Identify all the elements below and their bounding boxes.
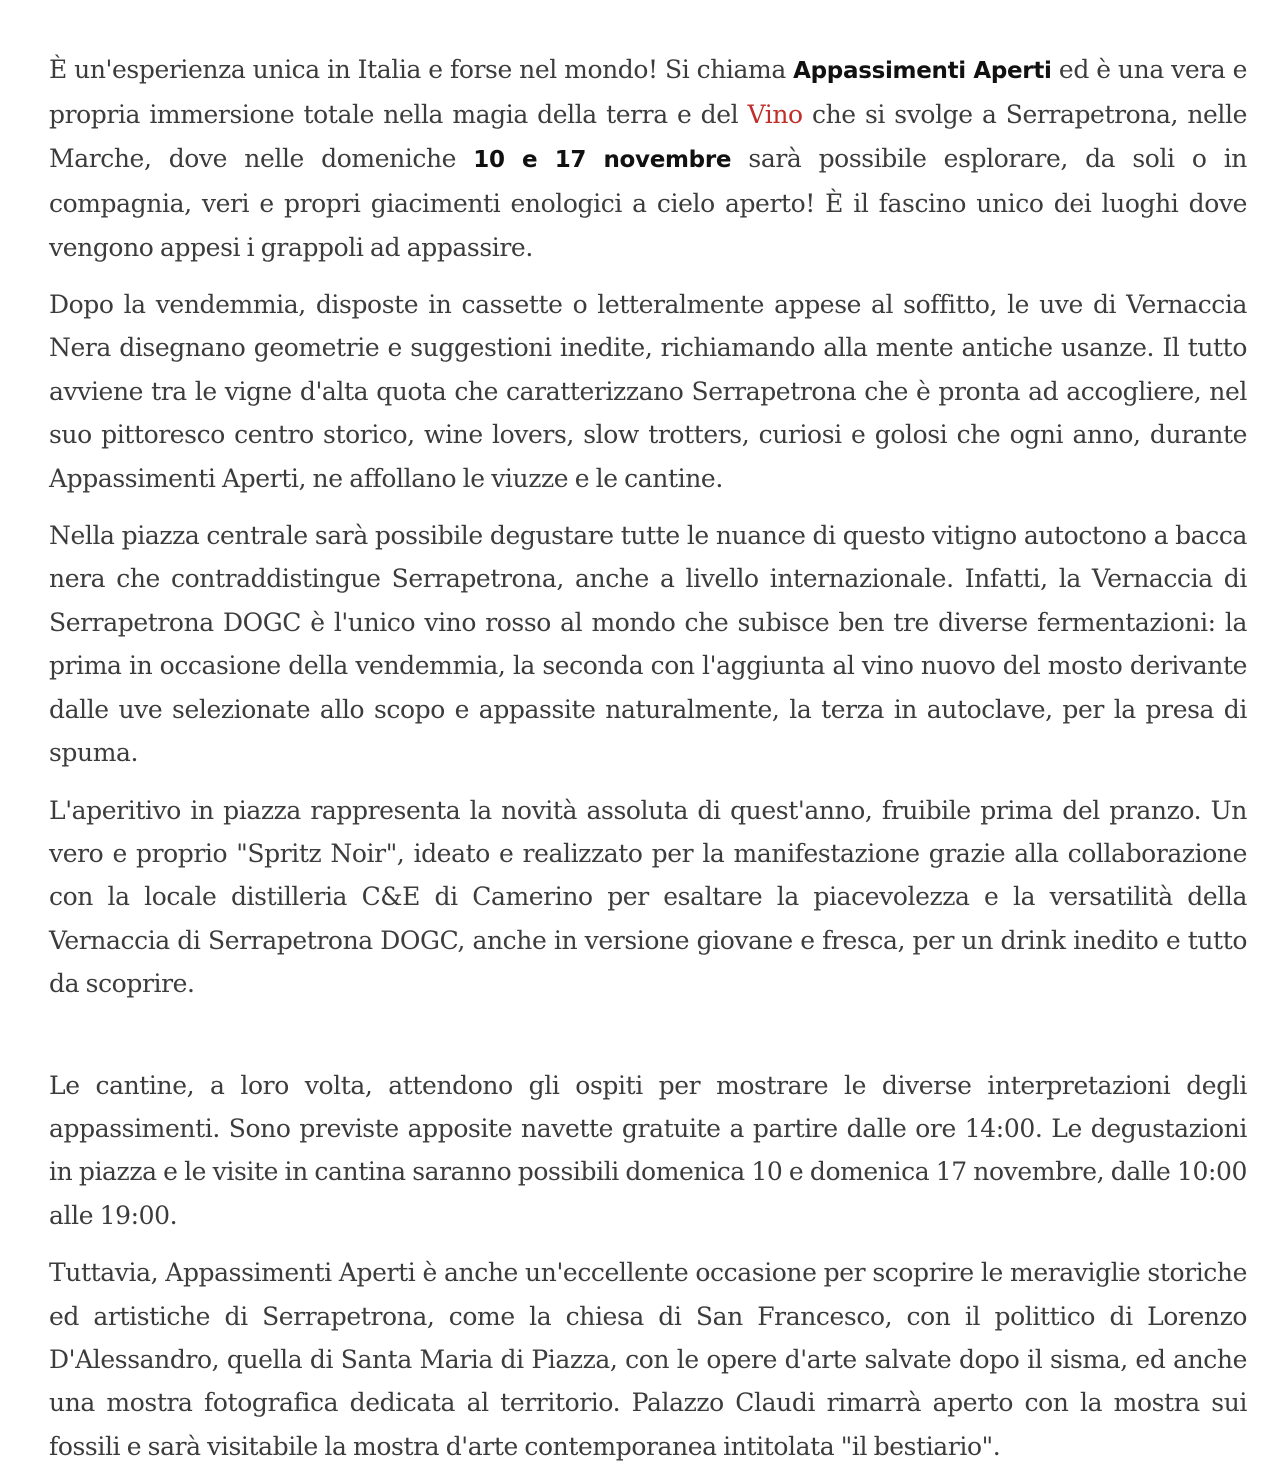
paragraph-aperitivo: L'aperitivo in piazza rappresenta la novità assoluta di quest'anno, fruibile prima del pranzo. Un vero e proprio "Spritz Noir", ideato e realizzato per la manifestazione grazie alla collaborazione con la locale distilleria C&E di Camerino per esaltare la piacevolezza e la versatilità della Vernaccia di Serrapetrona DOGC, anche in versione giovane e fresca, per un drink inedito e tutto da scoprire. [49,795,1247,999]
intro-text-2: ed è una vera e propria immersione totale nella magia della terra e del [49,55,1247,130]
paragraph-intro [49,48,1247,269]
article-body [49,48,1247,1482]
intro-text-1: È un'esperienza unica in Italia e forse nel mondo! Si chiama [49,55,794,84]
paragraph-cantine: Le cantine, a loro volta, attendono gli ospiti per mostrare le diverse interpretazioni degli appassimenti. Sono previste apposite navette gratuite a partire dalle ore 14:00. Le degustazioni in piazza e le visite in cantina saranno possibili domenica 10 e domenica 17 novembre, dalle 10:00 alle 19:00. [49,1070,1248,1230]
event-name: Appassimenti Aperti [793,58,1052,84]
event-dates: 10 e 17 novembre [473,146,732,173]
intro-text-4: sarà possibile esplorare, da soli o in compagnia, veri e propri giacimenti enologici a cielo aperto! È il fascino unico dei luoghi dove vengono appesi i grappoli ad appassire. [49,143,1247,262]
paragraph-arte: Tuttavia, Appassimenti Aperti è anche un'eccellente occasione per scoprire le meraviglie storiche ed artistiche di Serrapetrona, come la chiesa di San Francesco, con il polittico di Lorenzo D'Alessandro, quella di Santa Maria di Piazza, con le opere d'arte salvate dopo il sisma, ed anche una mostra fotografica dedicata al territorio. Palazzo Claudi rimarrà aperto con la mostra sui fossili e sarà visitabile la mostra d'arte contemporanea intitolata "il bestiario". [49,1258,1247,1461]
wine-link[interactable]: Vino [747,100,803,130]
intro-text-3: che si svolge a Serrapetrona, nelle Marche, dove nelle domeniche [49,100,1248,173]
paragraph-piazza: Nella piazza centrale sarà possibile degustare tutte le nuance di questo vitigno autoctono a bacca nera che contraddistingue Serrapetrona, anche a livello internazionale. Infatti, la Vernaccia di Serrapetrona DOGC è l'unico vino rosso al mondo che subisce ben tre diverse fermentazioni: la prima in occasione della vendemmia, la seconda con l'aggiunta al vino nuovo del mosto derivante dalle uve selezionate allo scopo e appassite naturalmente, la terza in autoclave, per la presa di spuma. [49,521,1247,768]
paragraph-vendemmia: Dopo la vendemmia, disposte in cassette o letteralmente appese al soffitto, le uve di Vernaccia Nera disegnano geometrie e suggestioni inedite, richiamando alla mente antiche usanze. Il tutto avviene tra le vigne d'alta quota che caratterizzano Serrapetrona che è pronta ad accogliere, nel suo pittoresco centro storico, wine lovers, slow trotters, curiosi e golosi che ogni anno, durante Appassimenti Aperti, ne affollano le viuzze e le cantine. [49,290,1247,493]
